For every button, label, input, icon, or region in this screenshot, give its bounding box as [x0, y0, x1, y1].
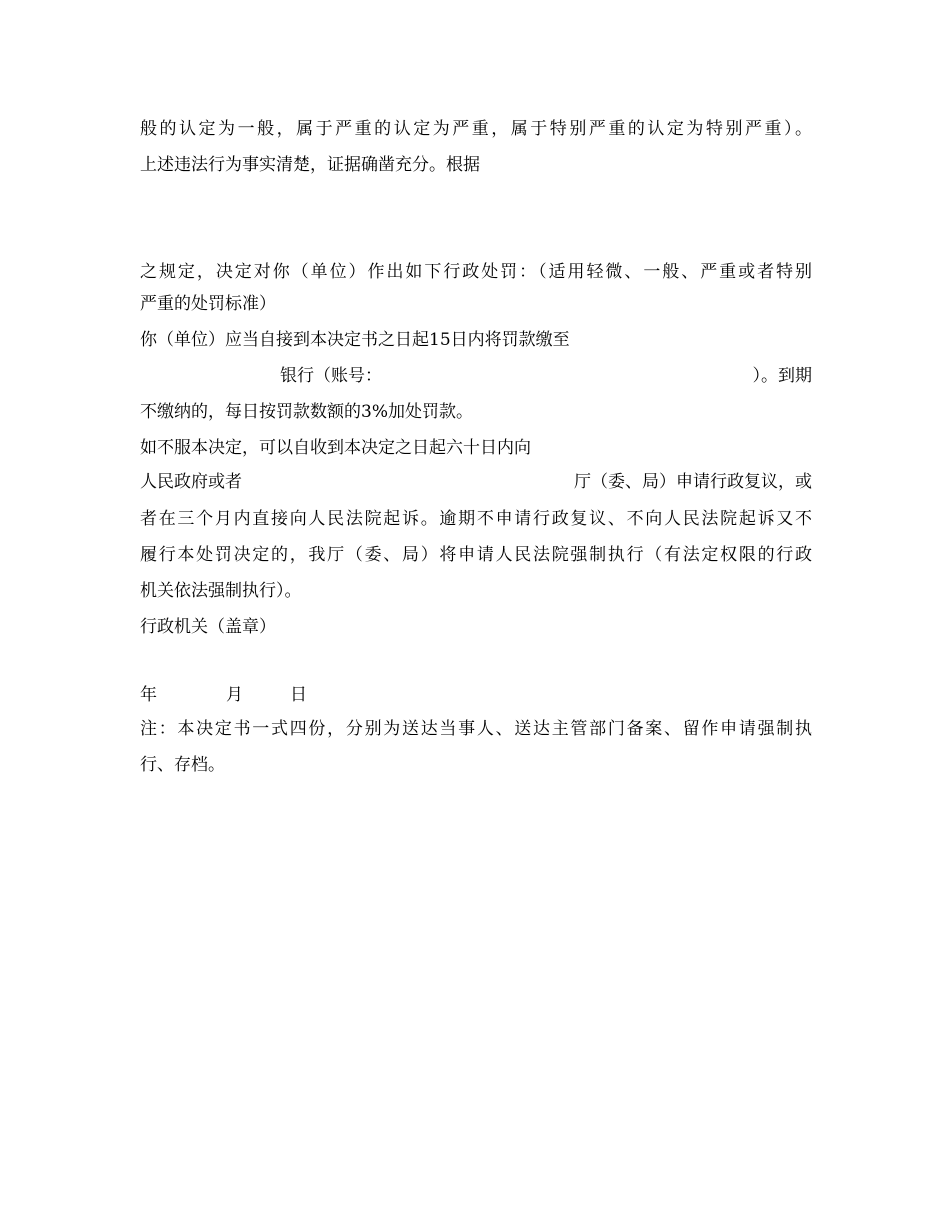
department-review-text: 厅（委、局）申请行政复议，或 — [574, 472, 812, 492]
paragraph-penalty-level-line-1: 般的认定为一般，属于严重的认定为严重，属于特别严重的认定为特别严重）。 — [140, 119, 812, 139]
date-day-label: 日 — [290, 685, 307, 705]
note-line-2: 行、存档。 — [140, 755, 225, 775]
appeal-line-1: 如不服本决定，可以自收到本决定之日起六十日内向 — [140, 438, 531, 458]
appeal-line-2 — [140, 469, 812, 495]
appeal-line-5: 机关依法强制执行）。 — [140, 581, 302, 601]
note-line-1: 注：本决定书一式四份，分别为送达当事人、送达主管部门备案、留作申请强制执 — [140, 719, 812, 739]
appeal-line-4: 履行本处罚决定的，我厅（委、局）将申请人民法院强制执行（有法定权限的行政 — [140, 545, 812, 565]
date-month-label: 月 — [226, 685, 243, 705]
date-line — [140, 682, 540, 708]
date-year-label: 年 — [140, 685, 157, 705]
late-payment-penalty-line: 不缴纳的，每日按罚款数额的3%加处罚款。 — [140, 402, 473, 422]
paragraph-legal-basis-line: 上述违法行为事实清楚，证据确凿充分。根据 — [140, 155, 480, 175]
seal-label: 行政机关（盖章） — [140, 617, 276, 637]
payment-deadline-text: ）。到期 — [752, 366, 812, 386]
paragraph-decision-line-1: 之规定，决定对你（单位）作出如下行政处罚：（适用轻微、一般、严重或者特别 — [140, 262, 812, 282]
payment-bank-line — [140, 363, 812, 389]
peoples-government-label: 人民政府或者 — [140, 472, 242, 492]
appeal-line-3: 者在三个月内直接向人民法院起诉。逾期不申请行政复议、不向人民法院起诉又不 — [140, 509, 812, 529]
payment-instruction-line-1: 你（单位）应当自接到本决定书之日起15日内将罚款缴至 — [140, 330, 570, 350]
document-page — [140, 0, 812, 1230]
paragraph-decision-line-2: 严重的处罚标准） — [140, 294, 276, 314]
bank-account-label: 银行（账号： — [280, 366, 382, 386]
